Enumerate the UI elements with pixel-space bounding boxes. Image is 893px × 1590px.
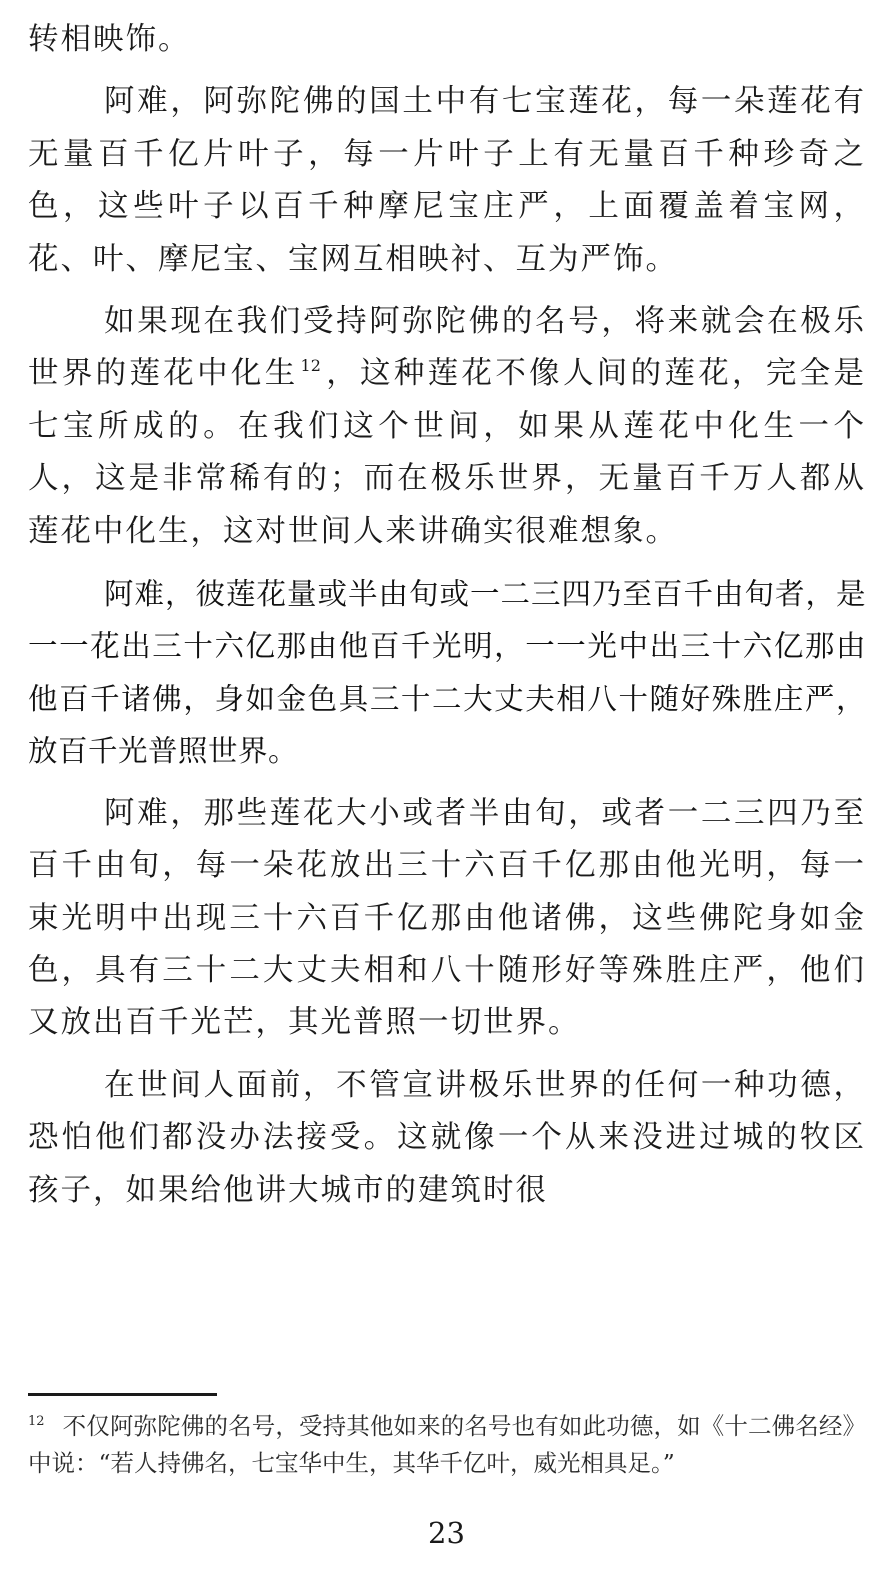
page-number: 23 [428,1516,465,1550]
footnote-divider [28,1393,217,1396]
footnote [28,1408,866,1481]
sutra-quote: 阿难，彼莲花量或半由旬或一二三四乃至百千由旬者，是一一花出三十六亿那由他百千光明，一一光中出三十六亿那由他百千诸佛，身如金色具三十二大丈夫相八十随好殊胜庄严，放百千光普照世界。 [28,577,866,769]
paragraph-lotus-birth-part2: ，这种莲花不像人间的莲花，完全是七宝所成的。在我们这个世间，如果从莲花中化生一个人，这是非常稀有的；而在极乐世界，无量百千万人都从莲花中化生，这对世间人来讲确实很难想象。 [28,356,866,549]
paragraph-lotus-birth-part1: 如果现在我们受持阿弥陀佛的名号，将来就会在极乐世界的莲花中化生 [28,304,866,392]
footnote-reference[interactable]: 12 [300,356,321,376]
paragraph-continuation: 转相映饰。 [28,22,191,57]
paragraph-analogy: 在世间人面前，不管宣讲极乐世界的任何一种功德，恐怕他们都没办法接受。这就像一个从来没进过城的牧区孩子，如果给他讲大城市的建筑时很 [28,1067,866,1208]
page-body [28,14,866,1217]
footnote-text: 不仅阿弥陀佛的名号，受持其他如来的名号也有如此功德，如《十二佛名经》中说：“若人持佛名，七宝华中生，其华千亿叶，威光相具足。” [28,1412,866,1477]
paragraph-lotus-leaves: 阿难，阿弥陀佛的国土中有七宝莲花，每一朵莲花有无量百千亿片叶子，每一片叶子上有无量百千种珍奇之色，这些叶子以百千种摩尼宝庄严，上面覆盖着宝网，花、叶、摩尼宝、宝网互相映衬、互为严饰。 [28,84,866,277]
paragraph-lotus-light: 阿难，那些莲花大小或者半由旬，或者一二三四乃至百千由旬，每一朵花放出三十六百千亿那由他光明，每一束光明中出现三十六百千亿那由他诸佛，这些佛陀身如金色，具有三十二大丈夫相和八十随形好等殊胜庄严，他们又放出百千光芒，其光普照一切世界。 [28,795,866,1041]
footnote-number: 12 [28,1414,45,1429]
paragraph-lotus-birth [28,296,866,558]
